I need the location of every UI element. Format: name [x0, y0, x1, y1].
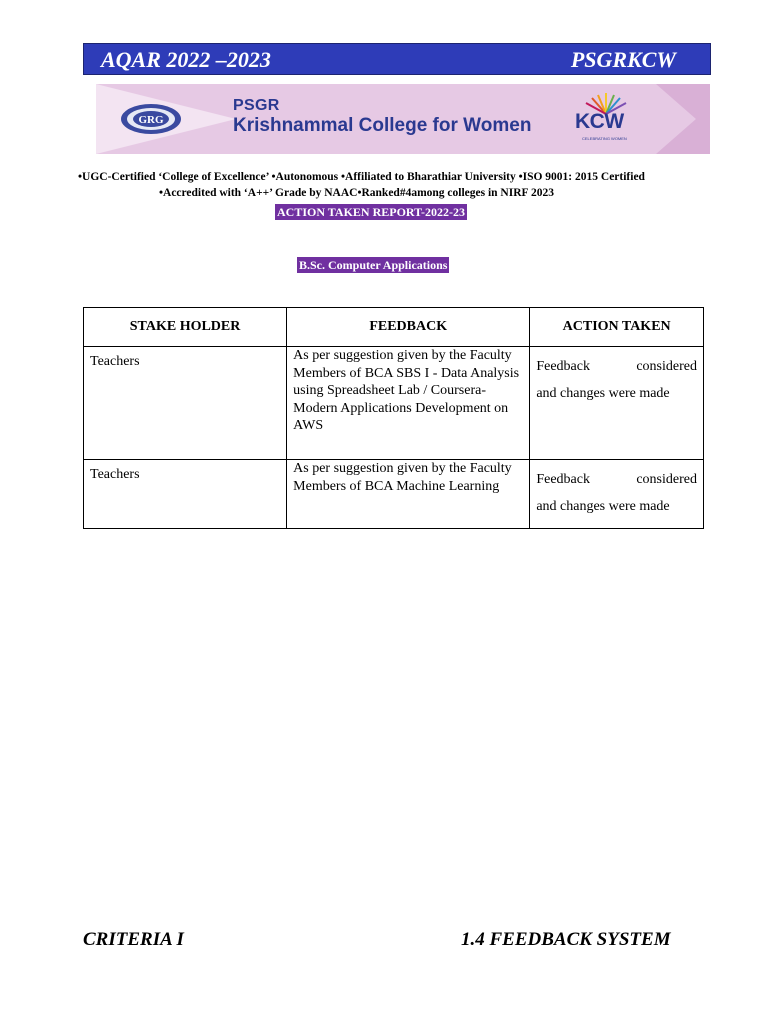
accreditation-line-2: •Accredited with ‘A++’ Grade by NAAC•Ranked#4among colleges in NIRF 2023 — [159, 187, 554, 199]
college-banner — [96, 84, 710, 154]
footer-section: 1.4 FEEDBACK SYSTEM — [461, 929, 671, 950]
cell-feedback: As per suggestion given by the Faculty Members of BCA SBS I - Data Analysis using Spreadsheet Lab / Coursera-Modern Applications Development on AWS — [287, 347, 530, 460]
banner-college-name: Krishnammal College for Women — [233, 115, 532, 136]
footer-criteria: CRITERIA I — [83, 929, 184, 950]
grg-logo-text: GRG — [138, 114, 164, 126]
header-action-taken: ACTION TAKEN — [530, 308, 704, 347]
cell-stakeholder: Teachers — [84, 347, 287, 460]
report-title: ACTION TAKEN REPORT-2022-23 — [277, 205, 466, 219]
cell-action-line2: and changes were made — [536, 499, 670, 514]
cell-action-line1: Feedback considered — [536, 472, 697, 487]
header-title-aqar: AQAR 2022 –2023 — [101, 47, 271, 72]
cell-stakeholder: Teachers — [84, 460, 287, 529]
header-feedback: FEEDBACK — [287, 308, 530, 347]
cell-action-line2: and changes were made — [536, 386, 670, 401]
accreditation-line-1: •UGC-Certified ‘College of Excellence’ •Autonomous •Affiliated to Bharathiar University •ISO 9001: 2015 Certified — [78, 171, 645, 183]
cell-action-line1: Feedback considered — [536, 359, 697, 374]
table-row — [84, 347, 704, 460]
header-stakeholder: STAKE HOLDER — [84, 308, 287, 347]
header-bar — [83, 43, 711, 75]
kcw-logo-tagline: CELEBRATING WOMEN — [582, 136, 627, 141]
table-header-row — [84, 308, 704, 347]
banner-short-name: PSGR — [233, 97, 280, 114]
program-title: B.Sc. Computer Applications — [299, 258, 448, 272]
header-title-institution: PSGRKCW — [570, 47, 676, 72]
kcw-logo-text: KCW — [575, 110, 624, 133]
table-row — [84, 460, 704, 529]
cell-action-taken — [530, 460, 704, 529]
cell-feedback: As per suggestion given by the Faculty Members of BCA Machine Learning — [287, 460, 530, 529]
cell-action-taken — [530, 347, 704, 460]
feedback-table — [83, 307, 704, 529]
